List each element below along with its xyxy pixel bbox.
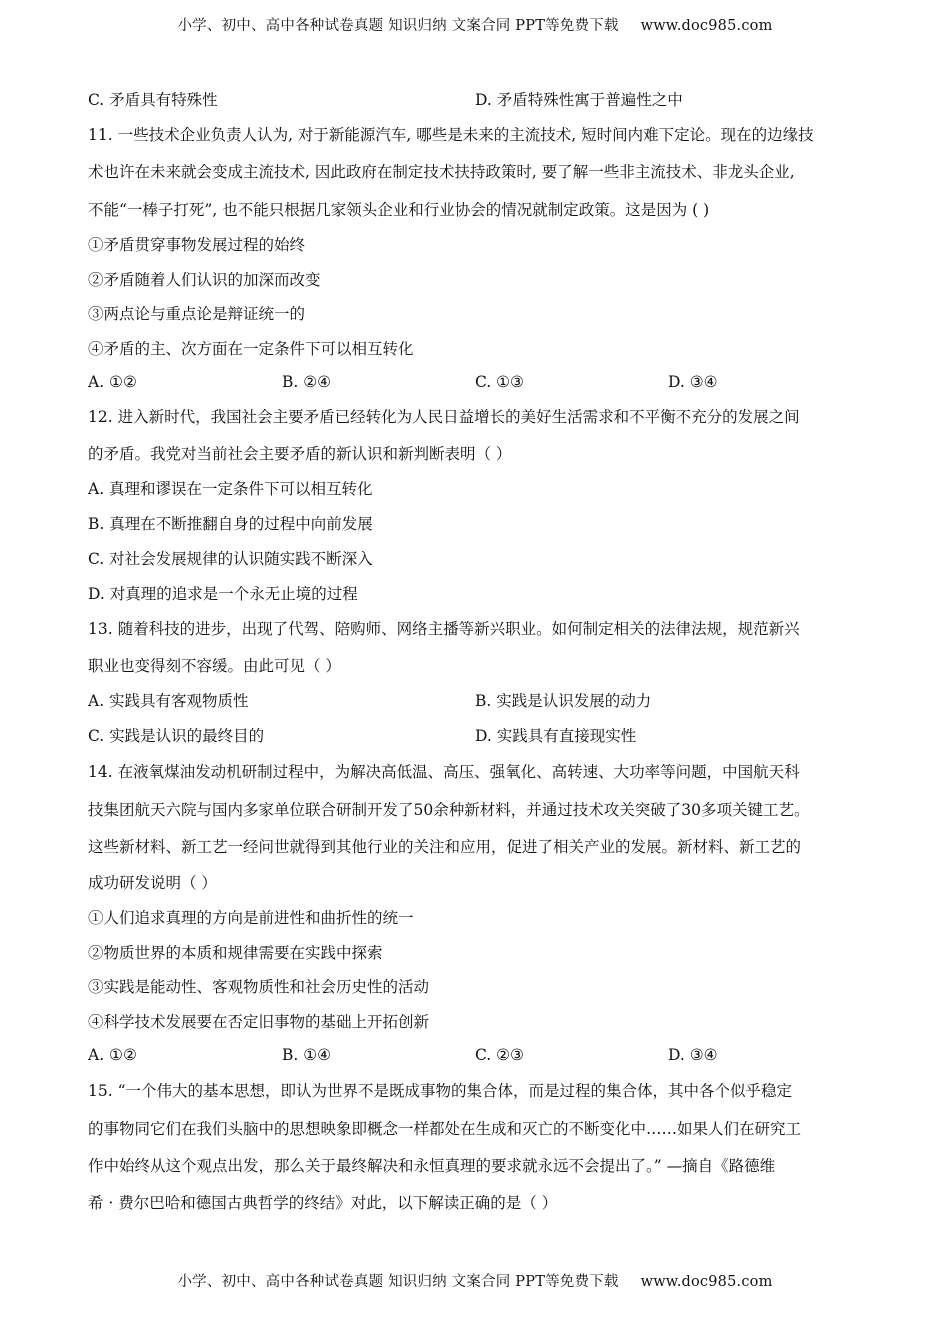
q10-options-row-2 [0, 90, 950, 110]
q14-item-4: ④科学技术发展要在否定旧事物的基础上开拓创新 [88, 1013, 430, 1031]
q14-option-d: D. ③④ [668, 1046, 718, 1064]
q12-option-b: B. 真理在不断推翻自身的过程中向前发展 [88, 515, 373, 533]
q13-option-b: B. 实践是认识发展的动力 [475, 692, 652, 710]
page-header [0, 14, 950, 35]
q13-options-row-2 [0, 726, 950, 746]
q11-option-d: D. ③④ [668, 373, 718, 391]
page-footer [0, 1270, 950, 1291]
q11-option-a: A. ①② [88, 373, 137, 391]
q14-stem-line-1: 14. 在液氧煤油发动机研制过程中，为解决高低温、高压、强氧化、高转速、大功率等问题，中国航天科 [88, 763, 800, 781]
q11-option-c: C. ①③ [475, 373, 524, 391]
q12-stem-line-1: 12. 进入新时代，我国社会主要矛盾已经转化为人民日益增长的美好生活需求和不平衡不充分的发展之间 [88, 408, 800, 426]
q14-options-row [0, 1045, 950, 1065]
q14-option-b: B. ①④ [282, 1046, 332, 1064]
q12-option-a: A. 真理和谬误在一定条件下可以相互转化 [88, 480, 373, 498]
q14-option-c: C. ②③ [475, 1046, 524, 1064]
q12-option-d: D. 对真理的追求是一个永无止境的过程 [88, 585, 358, 603]
q11-item-2: ②矛盾随着人们认识的加深而改变 [88, 271, 321, 289]
q15-stem-line-2: 的事物同它们在我们头脑中的思想映象即概念一样都处在生成和灭亡的不断变化中……如果人们在研究工 [88, 1120, 802, 1138]
q14-stem-line-2: 技集团航天六院与国内多家单位联合研制开发了50余种新材料，并通过技术攻关突破了30多项关键工艺。 [88, 801, 810, 819]
q10-option-d: D. 矛盾特殊性寓于普遍性之中 [475, 91, 683, 109]
q10-option-c: C. 矛盾具有特殊性 [88, 91, 218, 109]
q13-option-a: A. 实践具有客观物质性 [88, 692, 249, 710]
footer-url[interactable]: www.doc985.com [640, 1274, 773, 1290]
q13-stem-line-2: 职业也变得刻不容缓。由此可见（ ） [88, 657, 341, 675]
q11-stem-line-2: 术也许在未来就会变成主流技术, 因此政府在制定技术扶持政策时, 要了解一些非主流技术、非龙头企业, [88, 163, 795, 181]
q13-option-c: C. 实践是认识的最终目的 [88, 727, 265, 745]
q11-stem-line-3: 不能“一棒子打死”, 也不能只根据几家领头企业和行业协会的情况就制定政策。这是因为 ( ) [88, 201, 710, 219]
q11-item-1: ①矛盾贯穿事物发展过程的始终 [88, 236, 306, 254]
footer-text: 小学、初中、高中各种试卷真题 知识归纳 文案合同 PPT等免费下载 [177, 1274, 619, 1290]
q14-item-3: ③实践是能动性、客观物质性和社会历史性的活动 [88, 978, 430, 996]
q15-stem-line-3: 作中始终从这个观点出发，那么关于最终解决和永恒真理的要求就永远不会提出了。” —摘自《路德维 [88, 1157, 776, 1175]
q12-stem-line-2: 的矛盾。我党对当前社会主要矛盾的新认识和新判断表明（ ） [88, 445, 512, 463]
q11-stem-line-1: 11. 一些技术企业负责人认为, 对于新能源汽车, 哪些是未来的主流技术, 短时间内难下定论。现在的边缘技 [88, 126, 814, 144]
q15-stem-line-4: 希 · 费尔巴哈和德国古典哲学的终结》对此，以下解读正确的是（ ） [88, 1194, 558, 1212]
q14-option-a: A. ①② [88, 1046, 137, 1064]
q14-stem-line-3: 这些新材料、新工艺一经问世就得到其他行业的关注和应用，促进了相关产业的发展。新材料、新工艺的 [88, 838, 802, 856]
q14-item-2: ②物质世界的本质和规律需要在实践中探索 [88, 944, 383, 962]
q11-option-b: B. ②④ [282, 373, 332, 391]
q15-stem-line-1: 15. “一个伟大的基本思想，即认为世界不是既成事物的集合体，而是过程的集合体，其中各个似乎稳定 [88, 1082, 793, 1100]
q11-item-3: ③两点论与重点论是辩证统一的 [88, 305, 306, 323]
q14-item-1: ①人们追求真理的方向是前进性和曲折性的统一 [88, 909, 414, 927]
q11-options-row [0, 372, 950, 392]
header-url[interactable]: www.doc985.com [640, 18, 773, 34]
q13-options-row-1 [0, 691, 950, 711]
q14-stem-line-4: 成功研发说明（ ） [88, 874, 217, 892]
header-text: 小学、初中、高中各种试卷真题 知识归纳 文案合同 PPT等免费下载 [177, 18, 619, 34]
q12-option-c: C. 对社会发展规律的认识随实践不断深入 [88, 550, 373, 568]
q11-item-4: ④矛盾的主、次方面在一定条件下可以相互转化 [88, 340, 414, 358]
q13-stem-line-1: 13. 随着科技的进步，出现了代驾、陪购师、网络主播等新兴职业。如何制定相关的法律法规，规范新兴 [88, 620, 800, 638]
q13-option-d: D. 实践具有直接现实性 [475, 727, 637, 745]
